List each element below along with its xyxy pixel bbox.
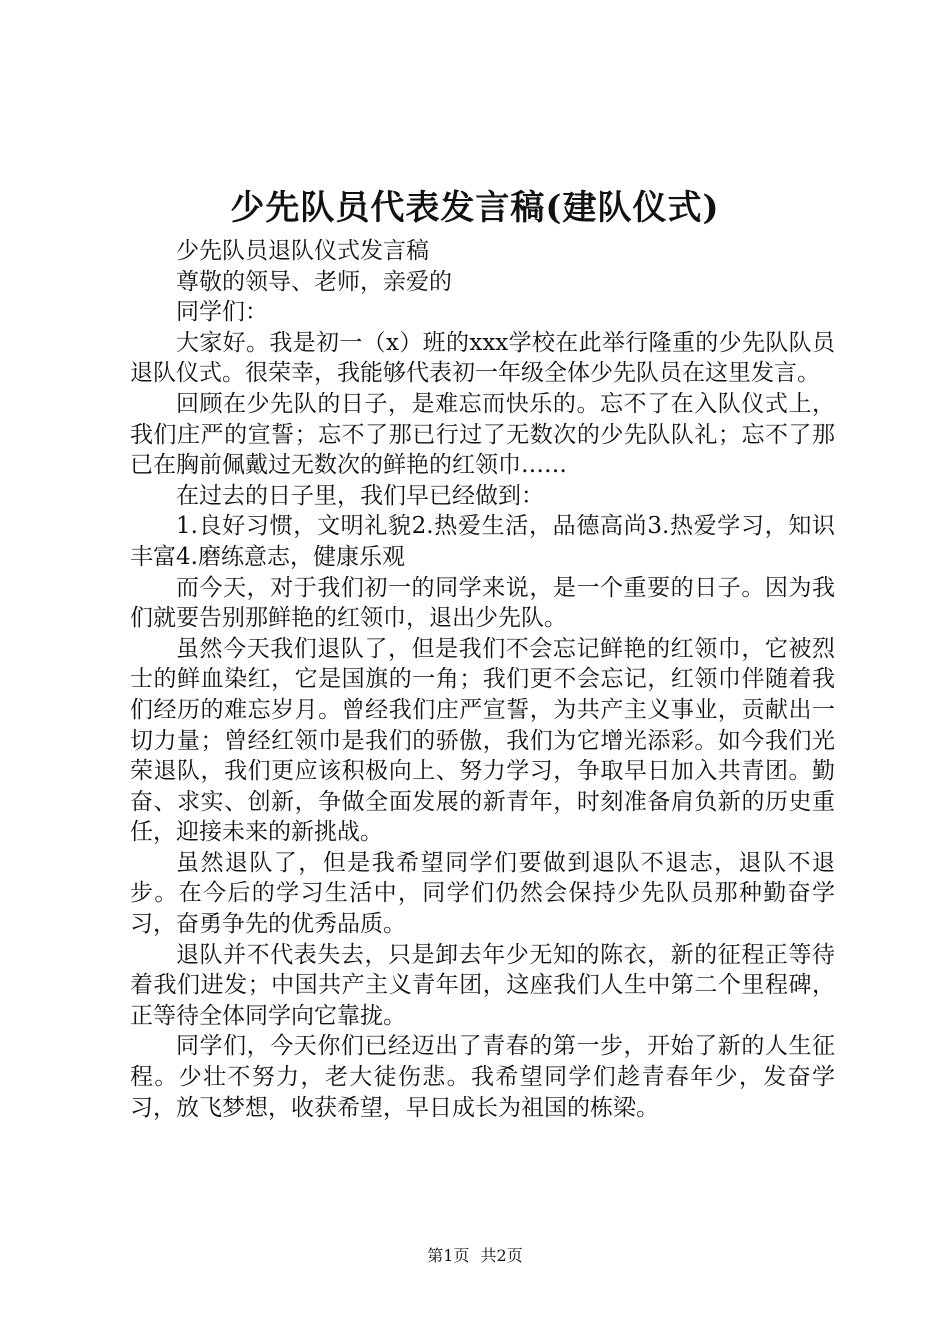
document-title: 少先队员代表发言稿(建队仪式) — [230, 188, 720, 228]
paragraph-subtitle: 少先队员退队仪式发言稿 — [176, 238, 429, 264]
paragraph-numbered-list: 1.良好习惯，文明礼貌2.热爱生活，品德高尚3.热爱学习，知识丰富4.磨练意志，健康乐观 — [130, 513, 835, 570]
paragraph: 退队并不代表失去，只是卸去年少无知的陈衣，新的征程正等待着我们进发；中国共产主义青年团，这座我们人生中第二个里程碑，正等待全体同学向它靠拢。 — [130, 941, 835, 1029]
paragraph: 回顾在少先队的日子，是难忘而快乐的。忘不了在入队仪式上，我们庄严的宣誓；忘不了那已行过了无数次的少先队队礼；忘不了那已在胸前佩戴过无数次的鲜艳的红领巾…… — [130, 390, 835, 479]
paragraph-salutation: 尊敬的领导、老师，亲爱的 — [176, 268, 452, 295]
paragraph: 虽然退队了，但是我希望同学们要做到退队不退志，退队不退步。在今后的学习生活中，同学们仍然会保持少先队员那种勤奋学习，奋勇争先的优秀品质。 — [130, 849, 835, 938]
paragraph: 大家好。我是初一（x）班的xxx学校在此举行隆重的少先队队员退队仪式。很荣幸，我能够代表初一年级全体少先队员在这里发言。 — [130, 329, 835, 387]
paragraph: 在过去的日子里，我们早已经做到： — [176, 482, 544, 509]
document-body — [130, 236, 835, 1123]
page-number: 第1页 — [427, 1246, 470, 1265]
page-total: 共2页 — [480, 1246, 523, 1265]
page-footer — [0, 1243, 950, 1266]
paragraph-salutation-cont: 同学们： — [176, 299, 268, 326]
paragraph: 虽然今天我们退队了，但是我们不会忘记鲜艳的红领巾，它被烈士的鲜血染红，它是国旗的一角；我们更不会忘记，红领巾伴随着我们经历的难忘岁月。曾经我们庄严宣誓，为共产主义事业，贡献出一切力量；曾经红领巾是我们的骄傲，我们为它增光添彩。如今我们光荣退队，我们更应该积极向上、努力学习，争取早日加入共青团。勤奋、求实、创新，争做全面发展的新青年，时刻准备肩负新的历史重任，迎接未来的新挑战。 — [130, 635, 835, 846]
paragraph: 同学们，今天你们已经迈出了青春的第一步，开始了新的人生征程。少壮不努力，老大徒伤悲。我希望同学们趁青春年少，发奋学习，放飞梦想，收获希望，早日成长为祖国的栋梁。 — [130, 1033, 835, 1121]
paragraph: 而今天，对于我们初一的同学来说，是一个重要的日子。因为我们就要告别那鲜艳的红领巾，退出少先队。 — [130, 574, 835, 632]
